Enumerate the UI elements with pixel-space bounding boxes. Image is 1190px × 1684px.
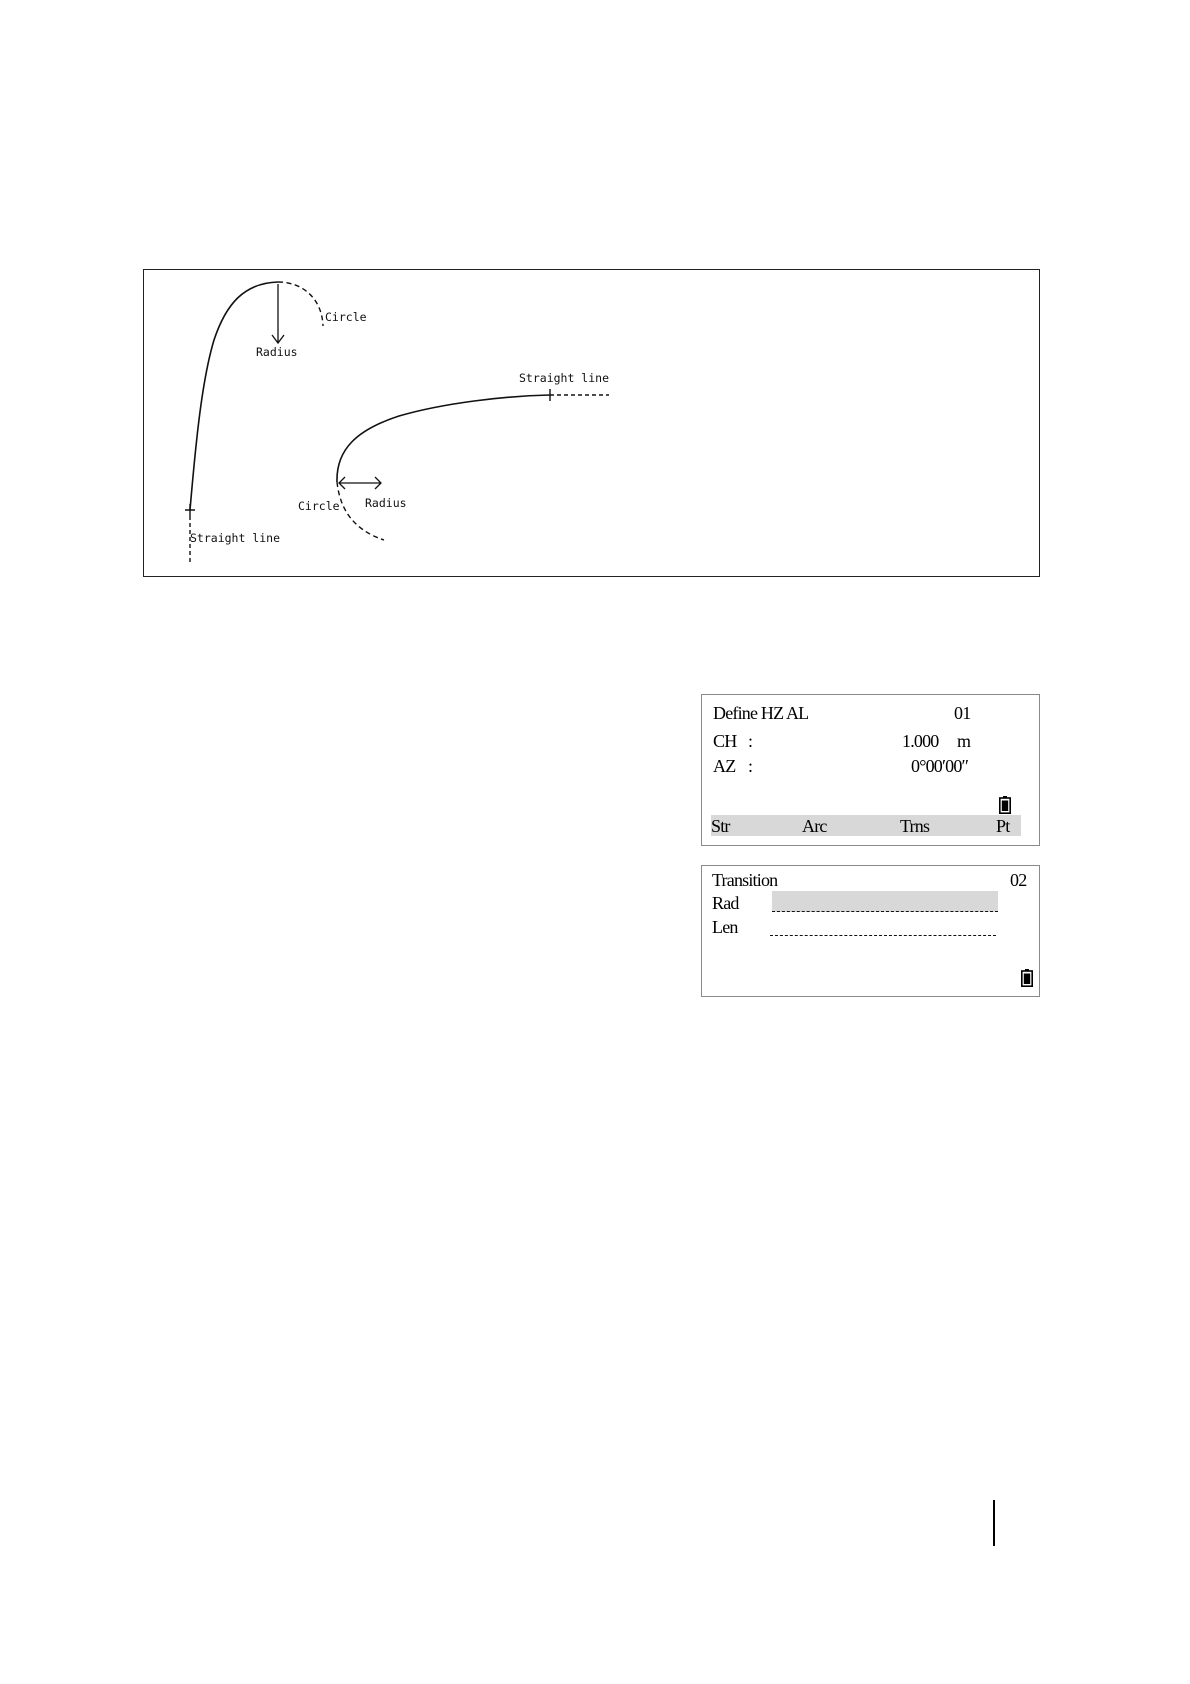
define-hz-al-screen	[701, 694, 1040, 846]
circle-arc-bottom-dashed	[337, 482, 384, 540]
ch-unit: m	[957, 731, 971, 751]
battery-icon	[1021, 969, 1033, 987]
circle-arc-top-dashed	[278, 282, 323, 326]
battery-icon	[999, 796, 1011, 814]
page-number: 02	[1010, 870, 1027, 890]
rad-input[interactable]	[772, 911, 998, 912]
ch-value[interactable]: 1.000	[902, 731, 939, 751]
softkey-arc[interactable]: Arc	[802, 816, 827, 836]
len-label: Len	[712, 917, 738, 937]
rad-label: Rad	[712, 893, 739, 913]
label-circle-top: Circle	[325, 310, 367, 324]
softkey-bar	[711, 815, 1021, 836]
ch-colon: :	[748, 731, 753, 751]
radius-arrow-bottom	[339, 477, 381, 489]
softkey-pt[interactable]: Pt	[996, 816, 1010, 836]
az-value[interactable]: 0°00′00″	[911, 756, 969, 776]
screen-title: Define HZ AL	[713, 703, 809, 723]
screen-title: Transition	[712, 870, 778, 890]
page-number: 01	[954, 703, 971, 723]
az-label: AZ	[713, 756, 736, 776]
label-radius-bottom: Radius	[365, 496, 407, 510]
softkey-str[interactable]: Str	[711, 816, 730, 836]
transition-curve-left	[190, 282, 278, 510]
az-colon: :	[748, 756, 753, 776]
radius-arrow-top	[272, 284, 284, 343]
transition-screen	[701, 865, 1040, 997]
label-circle-bottom: Circle	[298, 499, 340, 513]
label-straight-line-right: Straight line	[519, 371, 610, 385]
alignment-figure	[143, 269, 1040, 577]
transition-curve-right	[337, 395, 550, 482]
len-input[interactable]	[770, 935, 996, 936]
softkey-trns[interactable]: Trns	[900, 816, 930, 836]
label-straight-line-bottom: Straight line	[190, 531, 281, 545]
ch-label: CH	[713, 731, 737, 751]
page-margin-bar	[993, 1500, 995, 1546]
label-radius-top: Radius	[256, 345, 298, 359]
rad-input-highlight[interactable]	[772, 891, 998, 912]
